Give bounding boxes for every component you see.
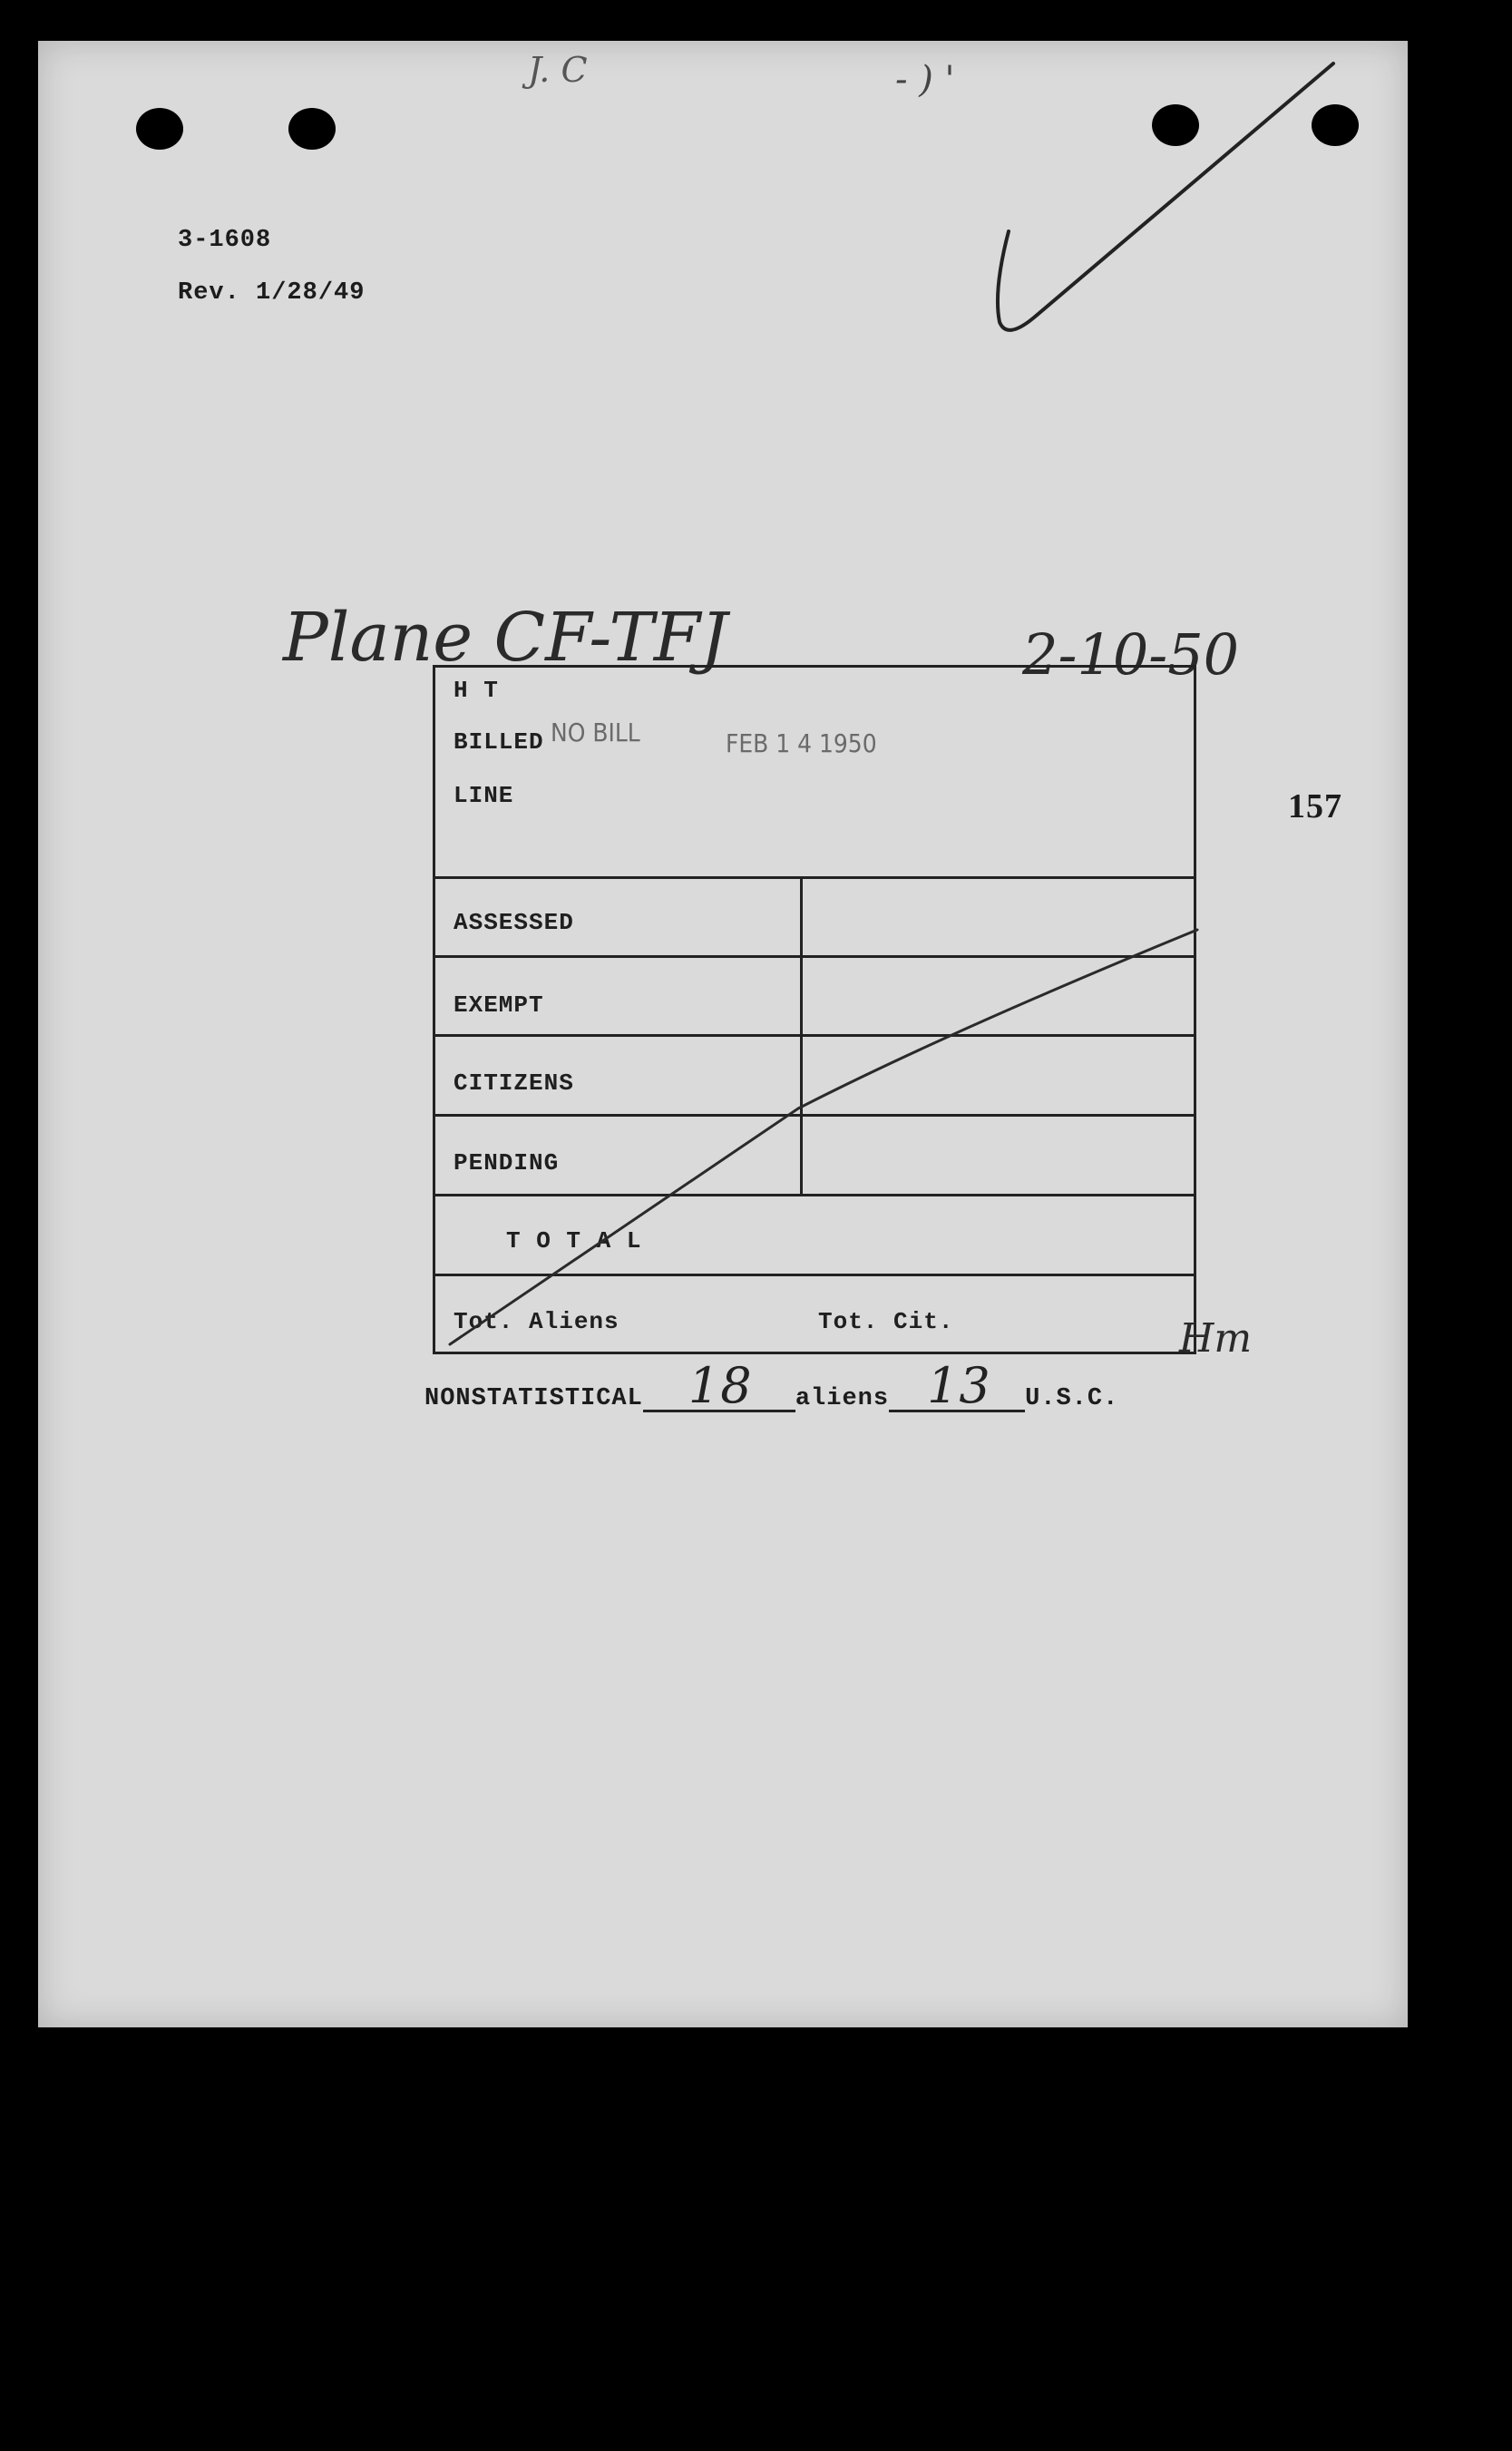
no-bill-stamp: NO BILL — [551, 718, 640, 747]
label-exempt: EXEMPT — [454, 991, 544, 1019]
label-tot-aliens: Tot. Aliens — [454, 1308, 619, 1335]
label-tot-cit: Tot. Cit. — [818, 1308, 954, 1335]
label-citizens: CITIZENS — [454, 1069, 574, 1097]
aliens-label: aliens — [795, 1385, 890, 1412]
form-divider — [435, 1114, 1194, 1117]
form-column-divider — [800, 876, 803, 1194]
aliens-count-blank — [643, 1357, 795, 1414]
label-total: T O T A L — [506, 1227, 642, 1255]
punch-hole — [136, 108, 183, 150]
form-divider — [435, 876, 1194, 879]
aliens-count: 18 — [688, 1357, 753, 1414]
punch-hole — [288, 108, 336, 150]
form-number: 3-1608 — [178, 227, 272, 254]
label-ht: H T — [454, 677, 499, 704]
label-assessed: ASSESSED — [454, 909, 574, 936]
top-left-scribble: J. C — [528, 50, 588, 90]
form-divider — [435, 1274, 1194, 1276]
punch-hole — [1152, 104, 1199, 146]
form-divider — [435, 955, 1194, 958]
label-pending: PENDING — [454, 1149, 560, 1177]
form-divider — [435, 1034, 1194, 1037]
handwritten-plane: Plane CF-TFJ — [283, 599, 727, 677]
page-number: 157 — [1288, 787, 1342, 825]
usc-label: U.S.C. — [1025, 1385, 1119, 1412]
top-mid-scribble: - ) ' — [895, 59, 955, 101]
punch-hole — [1312, 104, 1359, 146]
nonstatistical-line — [424, 1357, 1119, 1414]
entry-form — [433, 665, 1196, 1354]
handwritten-initials: Hm — [1179, 1315, 1253, 1362]
date-stamp: FEB 1 4 1950 — [726, 728, 877, 758]
label-billed: BILLED — [454, 728, 544, 756]
label-line: LINE — [454, 782, 514, 809]
handwritten-date: 2-10-50 — [1022, 621, 1240, 688]
citizens-count: 13 — [927, 1357, 991, 1414]
form-divider — [435, 1194, 1194, 1196]
citizens-count-blank — [889, 1357, 1025, 1414]
nonstatistical-label: NONSTATISTICAL — [424, 1385, 643, 1412]
form-revision: Rev. 1/28/49 — [178, 279, 366, 307]
